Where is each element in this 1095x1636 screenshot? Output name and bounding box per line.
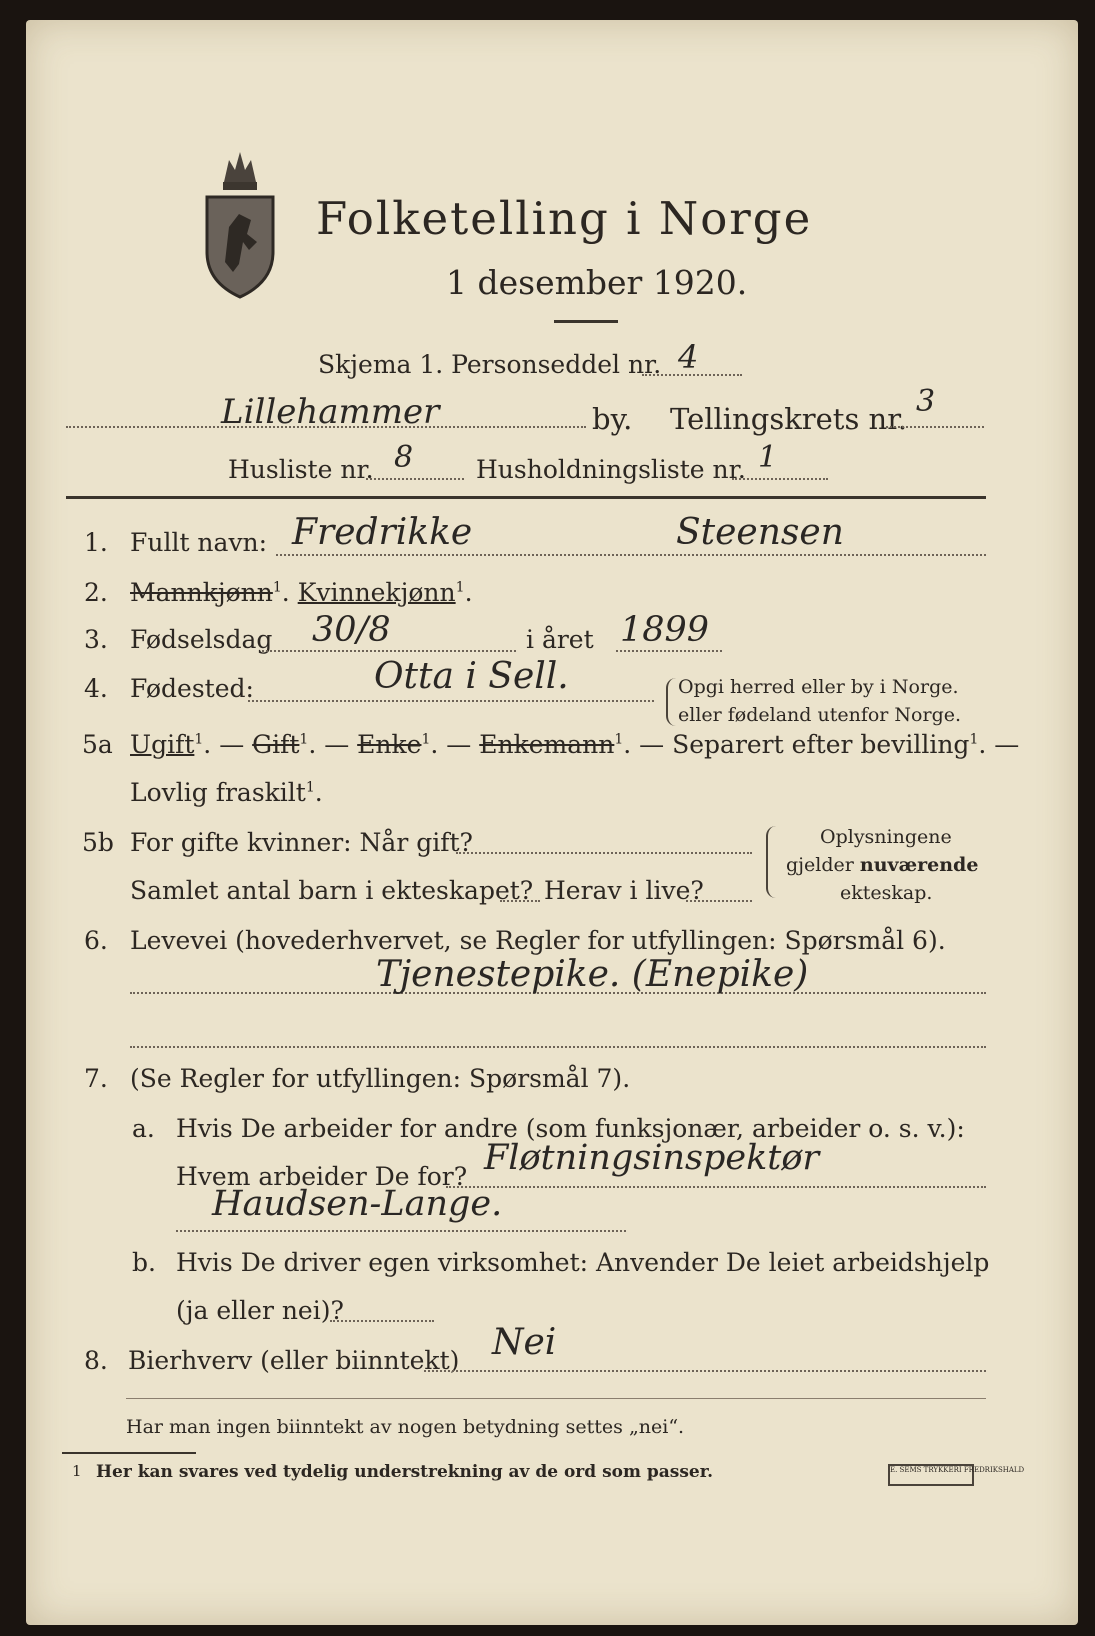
city-name: Lillehammer [221,392,440,432]
census-form-page [26,20,1078,1625]
q5b-label: For gifte kvinner: Når gift? [130,828,473,857]
q5b-number: 5b [82,828,114,857]
q4-note-line1: Opgi herred eller by i Norge. [678,676,959,698]
header-divider [66,496,986,499]
q3-birth-date: 30/8 [312,610,391,650]
q6-occupation: Tjenestepike. (Enepike) [376,954,809,995]
printer-stamp: E. SEMS TRYKKERI FREDRIKSHALD [888,1464,974,1486]
q1-label: Fullt navn: [130,528,268,557]
tellingskrets-number: 3 [916,384,936,419]
option-ugift: Ugift [130,730,195,759]
option-enke: Enke [357,730,422,759]
q7a-question: Hvis De arbeider for andre (som funksjonær, arbeider o. s. v.): [176,1114,965,1143]
option-gift: Gift [252,730,300,759]
q5b-note-line2: gjelder nuværende [786,854,979,876]
instruction-note: Har man ingen biinntekt av nogen betydning settes „nei“. [126,1416,685,1438]
title-divider [554,320,618,323]
q7-label: (Se Regler for utfyllingen: Spørsmål 7). [130,1064,631,1093]
footnote-marker: 1 [72,1462,82,1480]
q2-options: Mannkjønn$^1$. Kvinnekjønn$^1$. [130,578,473,607]
q8-answer: Nei [492,1322,557,1363]
q1-first-name: Fredrikke [292,512,473,553]
husliste-number: 8 [394,440,414,475]
q7a-employer-line1: Fløtningsinspektør [484,1138,820,1178]
q5b-alive-label: Herav i live? [544,876,704,905]
q4-birthplace: Otta i Sell. [374,656,569,697]
q5b-children-label: Samlet antal barn i ekteskapet? [130,876,534,905]
tellingskrets-label: Tellingskrets nr. [670,402,908,436]
census-date: 1 desember 1920. [446,263,748,302]
q7b-question: Hvis De driver egen virksomhet: Anvender De leiet arbeidshjelp [176,1248,990,1277]
husholdningsliste-number: 1 [758,440,778,475]
q5a-number: 5a [82,730,113,759]
q5a-options: Ugift$^1$. — Gift$^1$. — Enke$^1$. — Enkemann$^1$. — Separert efter bevilling$^1$. — [130,730,1020,759]
q7a-employer-line2: Haudsen-Lange. [212,1184,503,1224]
q5b-note-line3: ekteskap. [840,882,933,904]
q3-number: 3. [84,625,108,654]
q4-label: Fødested: [130,674,254,703]
form-title: Folketelling i Norge [316,192,813,245]
by-label: by. [592,402,633,436]
q7a-employer-label: Hvem arbeider De for? [176,1162,468,1191]
q7b-letter: b. [132,1248,156,1277]
q2-number: 2. [84,578,108,607]
husholdningsliste-label: Husholdningsliste nr. [476,455,746,484]
option-kvinnekjonn: Kvinnekjønn [297,578,456,607]
personseddel-number: 4 [678,338,699,376]
q5a-fraskilt: Lovlig fraskilt$^1$. [130,778,323,807]
schema-label: Skjema 1. Personseddel nr. [318,350,662,379]
q6-number: 6. [84,926,108,955]
q7-number: 7. [84,1064,108,1093]
q4-number: 4. [84,674,108,703]
footnote-text: Her kan svares ved tydelig understrekning av de ord som passer. [96,1462,714,1482]
option-separert: Separert efter bevilling [672,730,970,759]
norway-coat-of-arms-icon [199,142,281,302]
q8-number: 8. [84,1346,108,1375]
q5b-note-line1: Oplysningene [820,826,952,848]
option-mannkjonn: Mannkjønn [130,578,273,607]
q1-number: 1. [84,528,108,557]
q3-year-label: i året [526,625,594,654]
husliste-label: Husliste nr. [228,455,374,484]
q6-label: Levevei (hovederhvervet, se Regler for utfyllingen: Spørsmål 6). [130,926,946,955]
option-enkemann: Enkemann [479,730,615,759]
q8-label: Bierhverv (eller biinntekt) [128,1346,460,1375]
q7a-letter: a. [132,1114,155,1143]
q4-note-line2: eller fødeland utenfor Norge. [678,704,962,726]
q3-birth-year: 1899 [620,610,710,650]
q1-last-name: Steensen [676,512,844,553]
q7b-yes-no-label: (ja eller nei)? [176,1296,344,1325]
q3-label: Fødselsdag [130,625,273,654]
